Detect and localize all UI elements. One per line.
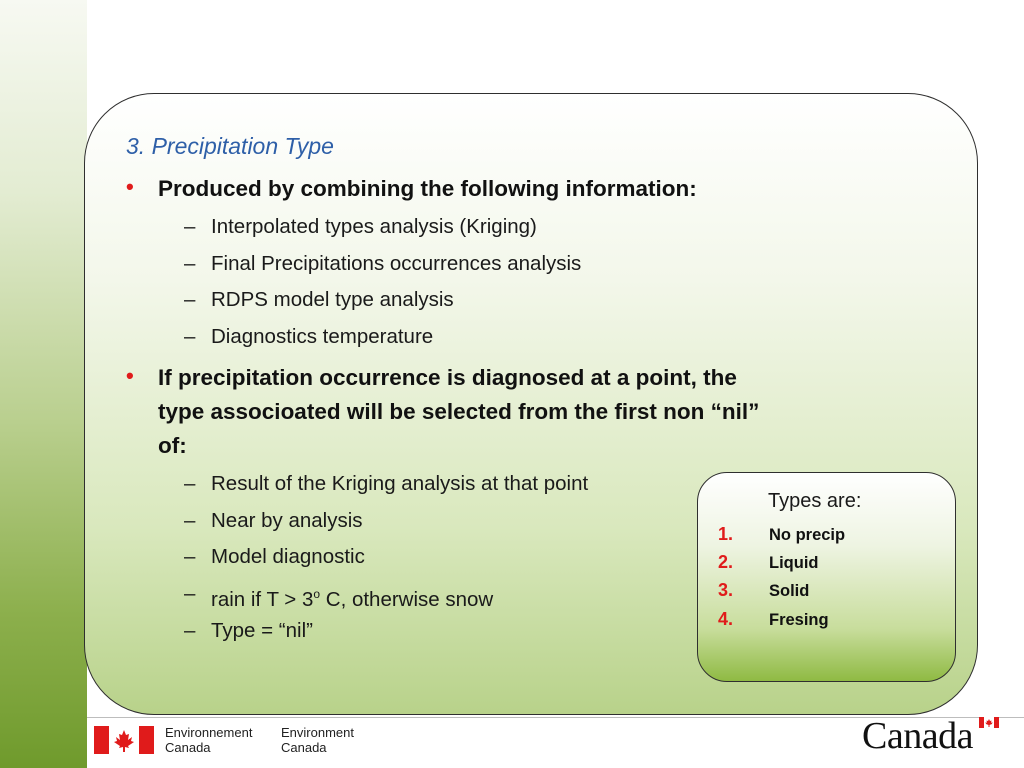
type-number: 2. (718, 552, 734, 572)
bullet-text-line: of: (158, 433, 187, 458)
dash-icon: – (184, 472, 196, 495)
sub-item-text: Final Precipitations occurrences analysis (211, 252, 582, 275)
bullet-icon: • (126, 363, 134, 388)
section-heading: 3. Precipitation Type (126, 133, 334, 159)
sub-item-text: Diagnostics temperature (211, 325, 434, 348)
rain-rule-suffix: C, otherwise snow (320, 587, 494, 611)
type-label: Liquid (769, 554, 819, 572)
bullet-icon: • (126, 174, 134, 199)
dash-icon: – (184, 288, 196, 311)
degree-superscript: o (313, 587, 321, 601)
rain-rule-text: rain if T > 3 (211, 587, 314, 611)
sub-item-text: Result of the Kriging analysis at that point (211, 472, 589, 495)
type-label: No precip (769, 526, 846, 544)
dash-icon: – (184, 215, 196, 238)
sub-item-text: Type = “nil” (211, 619, 313, 642)
bullet-text-line: If precipitation occurrence is diagnosed at a point, the (158, 365, 737, 390)
type-number: 4. (718, 609, 734, 629)
department-name-fr: Environnement Canada (165, 725, 253, 755)
canada-wordmark: Canada (862, 715, 973, 757)
type-number: 1. (718, 524, 734, 544)
type-label: Solid (769, 582, 810, 600)
dash-icon: – (184, 545, 196, 568)
type-number: 3. (718, 580, 734, 600)
dash-icon: – (184, 325, 196, 348)
sub-item-text: Interpolated types analysis (Kriging) (211, 215, 537, 238)
dash-icon: – (184, 582, 196, 605)
dash-icon: – (184, 252, 196, 275)
canada-flag-icon (94, 726, 154, 754)
dash-icon: – (184, 619, 196, 642)
types-title: Types are: (768, 490, 862, 512)
sub-item-text: Model diagnostic (211, 545, 365, 568)
sub-item-text: Near by analysis (211, 509, 363, 532)
sub-item-text (211, 581, 493, 613)
canada-wordmark-flag-icon (979, 717, 999, 728)
type-label: Fresing (769, 611, 829, 629)
sub-item-text: RDPS model type analysis (211, 288, 454, 311)
bullet-text-line: type associoated will be selected from the first non “nil” (158, 399, 760, 424)
bullet-text: Produced by combining the following information: (158, 176, 697, 201)
dash-icon: – (184, 509, 196, 532)
side-gradient-bar (0, 0, 87, 768)
department-name-en: Environment Canada (281, 725, 354, 755)
